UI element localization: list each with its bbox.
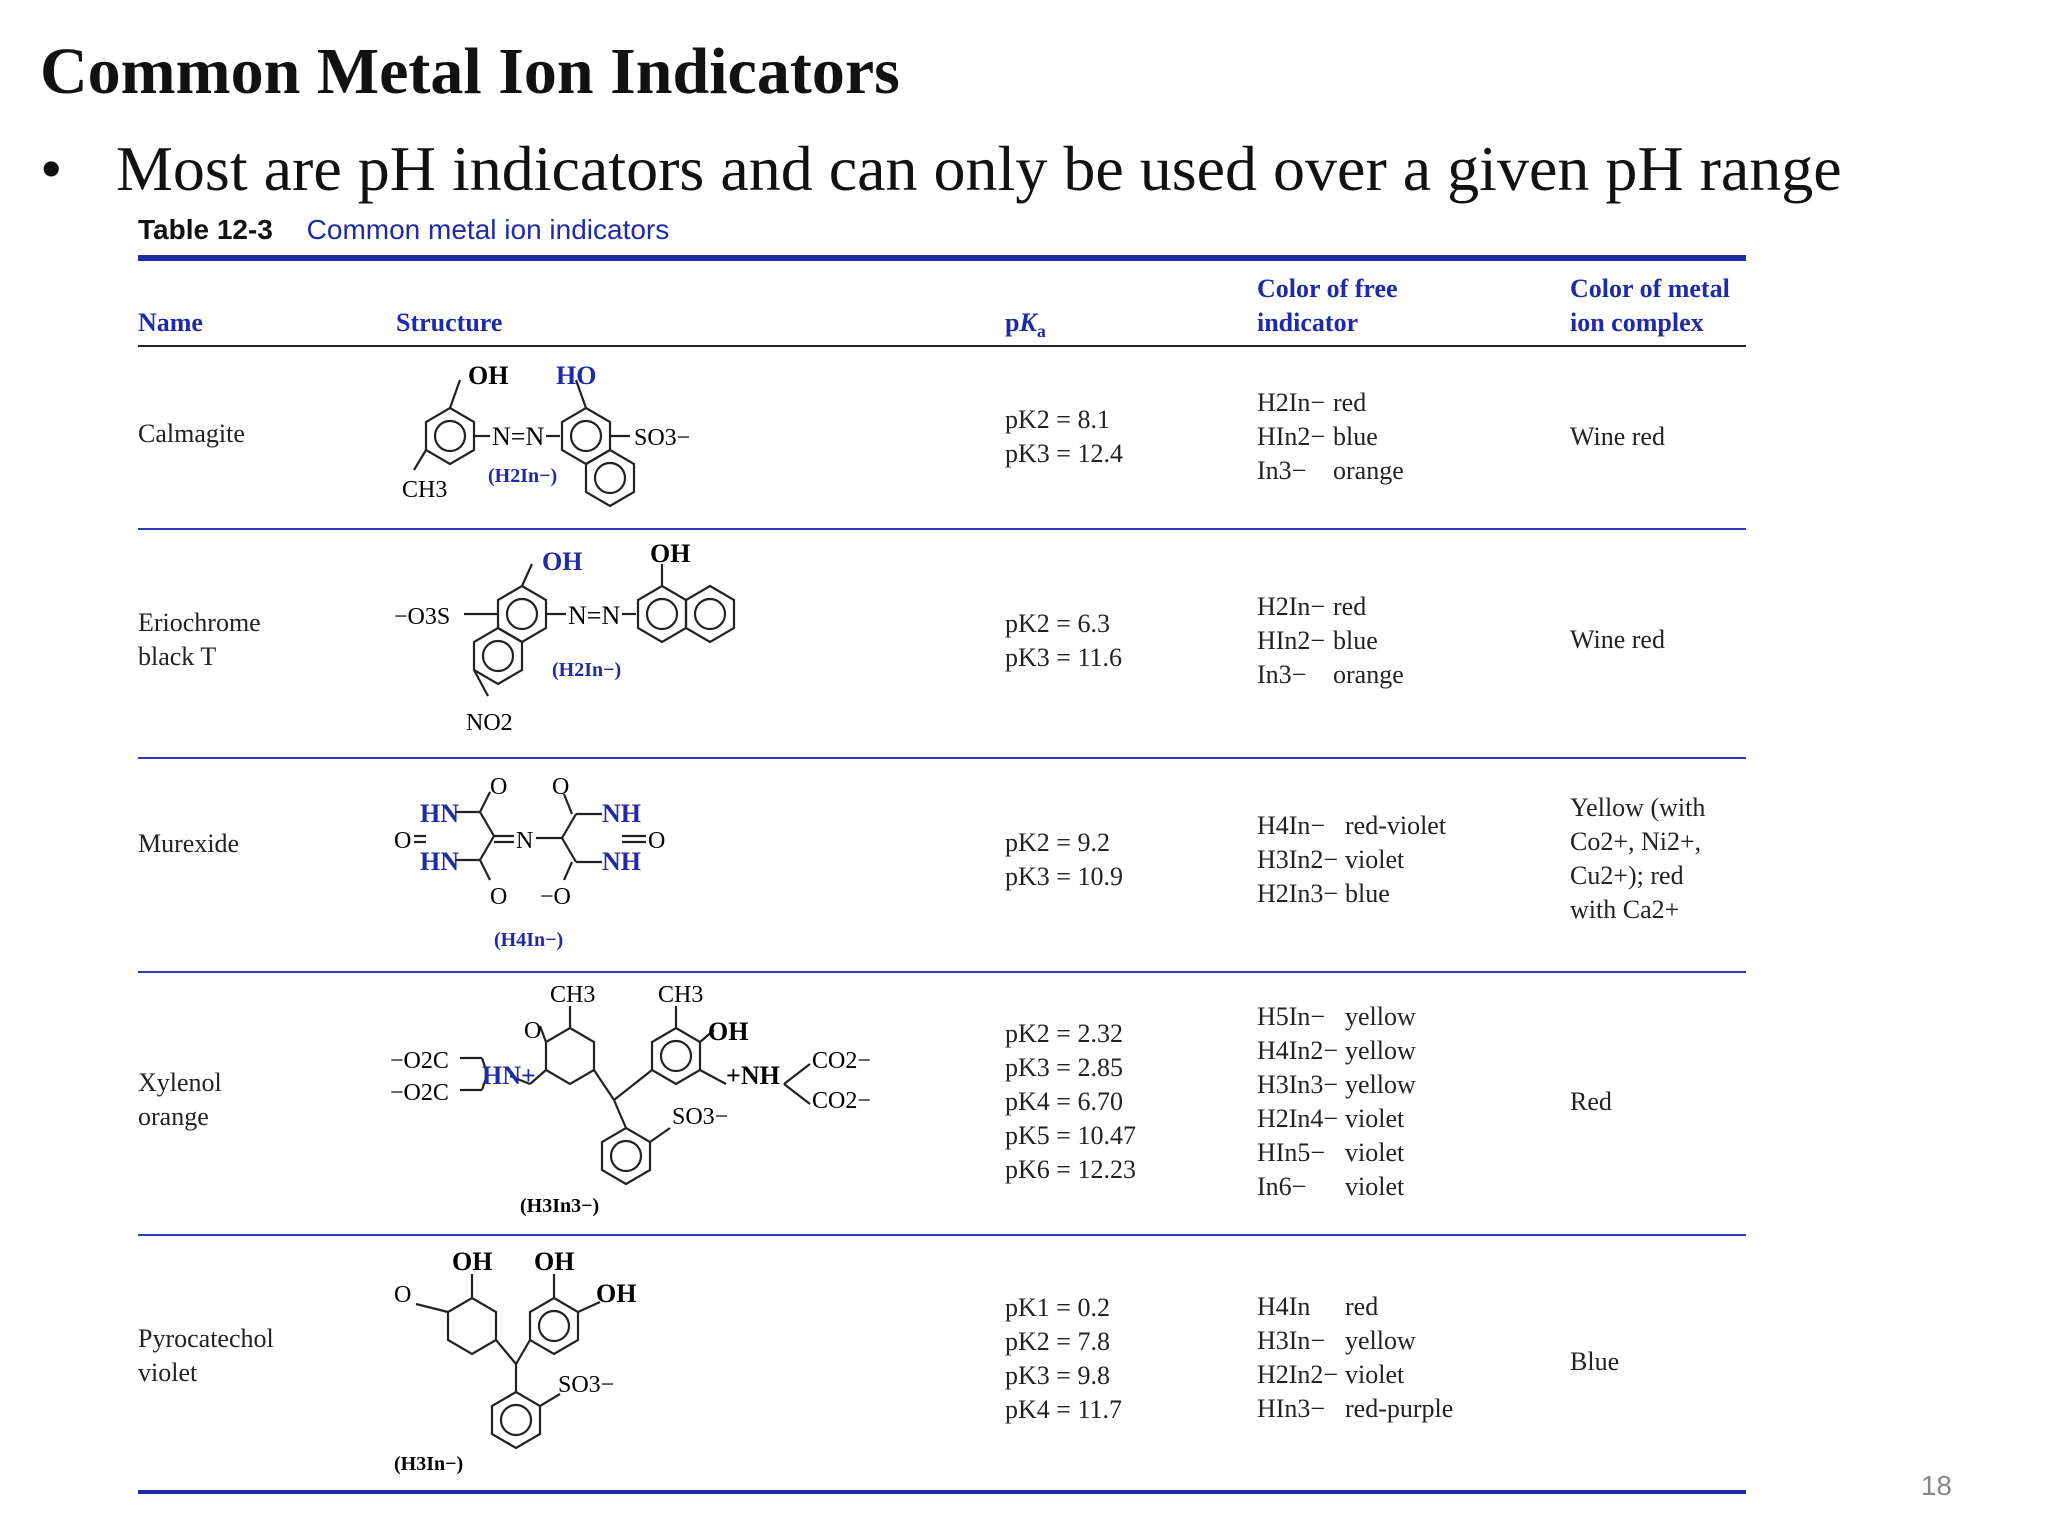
color: yellow: [1345, 1326, 1416, 1355]
species: In3−: [1257, 660, 1307, 689]
mur-o-right: O: [648, 828, 666, 854]
pyro-oh2: OH: [534, 1247, 575, 1276]
xyl-o2c2: −O2C: [390, 1080, 449, 1106]
table-top-rule: [138, 255, 1746, 261]
row-name-eriochrome: Eriochrome black T: [138, 608, 261, 671]
pka-xylenol: [1005, 1017, 1136, 1187]
pyro-oh3: OH: [596, 1279, 637, 1308]
page-number: 18: [1920, 1470, 1952, 1501]
pka-line: pK1 = 0.2: [1005, 1293, 1110, 1322]
calmagite-nn: N=N: [492, 422, 545, 451]
color: red: [1333, 592, 1367, 621]
mur-nh1: NH: [602, 799, 641, 828]
species: HIn3−: [1257, 1394, 1326, 1423]
color: red-violet: [1345, 811, 1447, 840]
row-name-xylenol: Xylenol orange: [138, 1068, 222, 1131]
mur-hn2: HN: [420, 847, 459, 876]
row-name-murexide: Murexide: [138, 829, 240, 858]
color: violet: [1345, 1138, 1405, 1167]
pka-line: pK3 = 11.6: [1005, 643, 1122, 672]
species: H2In4−: [1257, 1104, 1339, 1133]
erio-oh1: OH: [542, 547, 583, 576]
header-free-color-line2: indicator: [1257, 308, 1359, 337]
mur-o-top2: O: [552, 774, 570, 800]
pka-line: pK2 = 8.1: [1005, 405, 1110, 434]
bullet-point: [40, 132, 1842, 204]
species: HIn2−: [1257, 422, 1326, 451]
species: HIn2−: [1257, 626, 1326, 655]
mur-o-top1: O: [490, 774, 508, 800]
xyl-oh: OH: [708, 1017, 749, 1046]
calmagite-ch3: CH3: [402, 477, 448, 503]
species: H5In−: [1257, 1002, 1326, 1031]
xyl-nh: +NH: [726, 1061, 780, 1090]
header-structure: Structure: [396, 308, 503, 337]
pka-line: pK6 = 12.23: [1005, 1155, 1136, 1184]
xyl-ch3b: CH3: [658, 984, 704, 1008]
color: violet: [1345, 1172, 1405, 1201]
free-colors-xylenol: [1257, 1000, 1416, 1204]
mur-o-bot1: O: [490, 884, 508, 910]
species: HIn5−: [1257, 1138, 1326, 1167]
structure-xylenol: [390, 984, 910, 1224]
pka-pyrocatechol: [1005, 1291, 1122, 1427]
structure-calmagite: [390, 352, 790, 517]
structure-pyrocatechol: [390, 1244, 690, 1484]
pyro-oh1: OH: [452, 1247, 493, 1276]
pka-line: pK2 = 2.32: [1005, 1019, 1123, 1048]
slide-title: Common Metal Ion Indicators: [40, 35, 900, 108]
erio-nn: N=N: [568, 601, 621, 630]
header-name: Name: [138, 308, 203, 337]
free-colors-pyrocatechol: [1257, 1290, 1453, 1426]
pyro-form: (H3In−): [394, 1453, 464, 1475]
structure-eriochrome: [390, 536, 810, 746]
xyl-hn: HN+: [482, 1061, 536, 1090]
species: H2In−: [1257, 388, 1326, 417]
calmagite-ho: HO: [556, 361, 597, 390]
pka-line: pK2 = 6.3: [1005, 609, 1110, 638]
row-name-pyrocatechol: Pyrocatechol violet: [138, 1324, 274, 1387]
pka-line: pK2 = 9.2: [1005, 828, 1110, 857]
species: H2In3−: [1257, 879, 1339, 908]
color: orange: [1333, 660, 1404, 689]
pka-line: pK3 = 12.4: [1005, 439, 1123, 468]
row-rule: [138, 971, 1746, 973]
calmagite-form: (H2In−): [488, 465, 558, 487]
species: In6−: [1257, 1172, 1307, 1201]
pka-line: pK3 = 2.85: [1005, 1053, 1123, 1082]
color: blue: [1345, 879, 1390, 908]
row-name-calmagite: Calmagite: [138, 419, 245, 448]
color: yellow: [1345, 1070, 1416, 1099]
color: red: [1345, 1292, 1379, 1321]
row-rule: [138, 1234, 1746, 1236]
color: violet: [1345, 1104, 1405, 1133]
species: H3In−: [1257, 1326, 1326, 1355]
complex-color-murexide: Yellow (with Co2+, Ni2+, Cu2+); red with Ca2+: [1570, 793, 1706, 924]
header-complex-color: [1570, 272, 1730, 340]
pka-line: pK4 = 11.7: [1005, 1395, 1122, 1424]
color: violet: [1345, 1360, 1405, 1389]
free-colors-eriochrome: [1257, 590, 1404, 692]
pka-line: pK4 = 6.70: [1005, 1087, 1123, 1116]
erio-oh2: OH: [650, 539, 691, 568]
calmagite-oh: OH: [468, 361, 509, 390]
xyl-ch3a: CH3: [550, 984, 596, 1008]
calmagite-so3: SO3−: [634, 425, 691, 451]
mur-hn1: HN: [420, 799, 459, 828]
mur-o-left: O: [394, 828, 412, 854]
pka-line: pK3 = 10.9: [1005, 862, 1123, 891]
bullet-dot: •: [40, 133, 63, 204]
species: H3In3−: [1257, 1070, 1339, 1099]
pyro-so3: SO3−: [558, 1372, 615, 1398]
complex-color-calmagite: Wine red: [1570, 422, 1665, 451]
mur-n: N: [516, 828, 534, 854]
color: red-purple: [1345, 1394, 1454, 1423]
pyro-o: O: [394, 1282, 412, 1308]
pka-line: pK2 = 7.8: [1005, 1327, 1110, 1356]
free-colors-calmagite: [1257, 386, 1404, 488]
color: blue: [1333, 626, 1378, 655]
bullet-text: Most are pH indicators and can only be used over a given pH range: [116, 133, 1842, 204]
header-complex-color-line1: Color of metal: [1570, 274, 1730, 303]
xyl-co2b: CO2−: [812, 1088, 871, 1114]
pka-line: pK5 = 10.47: [1005, 1121, 1136, 1150]
erio-no2: NO2: [466, 710, 513, 736]
color: red: [1333, 388, 1367, 417]
species: H2In2−: [1257, 1360, 1339, 1389]
color: yellow: [1345, 1002, 1416, 1031]
pka-line: pK3 = 9.8: [1005, 1361, 1110, 1390]
table-caption-text: Common metal ion indicators: [306, 214, 670, 245]
row-rule: [138, 528, 1746, 530]
mur-o-bot2: −O: [540, 884, 571, 910]
header-rule: [138, 345, 1746, 347]
xyl-co2a: CO2−: [812, 1048, 871, 1074]
xyl-o: O: [524, 1018, 542, 1044]
pka-calmagite: [1005, 403, 1123, 471]
complex-color-xylenol: Red: [1570, 1087, 1612, 1116]
pka-murexide: [1005, 826, 1123, 894]
species: In3−: [1257, 456, 1307, 485]
table-caption: [138, 214, 669, 246]
color: orange: [1333, 456, 1404, 485]
mur-nh2: NH: [602, 847, 641, 876]
xyl-form: (H3In3−): [520, 1195, 600, 1217]
color: yellow: [1345, 1036, 1416, 1065]
species: H4In: [1257, 1292, 1311, 1321]
header-free-color-line1: Color of free: [1257, 274, 1398, 303]
complex-color-eriochrome: Wine red: [1570, 625, 1665, 654]
free-colors-murexide: [1257, 809, 1446, 911]
row-rule: [138, 757, 1746, 759]
color: violet: [1345, 845, 1405, 874]
mur-form: (H4In−): [494, 929, 564, 951]
table-label: Table 12-3: [138, 214, 273, 245]
species: H4In2−: [1257, 1036, 1339, 1065]
complex-color-pyrocatechol: Blue: [1570, 1347, 1620, 1376]
header-complex-color-line2: ion complex: [1570, 308, 1704, 337]
color: blue: [1333, 422, 1378, 451]
header-pka: $pK_a$: [1005, 308, 1046, 341]
species: H2In−: [1257, 592, 1326, 621]
pka-eriochrome: [1005, 607, 1122, 675]
erio-form: (H2In−): [552, 659, 622, 681]
species: H4In−: [1257, 811, 1326, 840]
header-free-color: [1257, 272, 1398, 340]
xyl-so3: SO3−: [672, 1104, 729, 1130]
table-bottom-rule: [138, 1490, 1746, 1494]
xyl-o2c1: −O2C: [390, 1048, 449, 1074]
species: H3In2−: [1257, 845, 1339, 874]
erio-o3s: −O3S: [394, 604, 451, 630]
structure-murexide: [390, 768, 710, 968]
